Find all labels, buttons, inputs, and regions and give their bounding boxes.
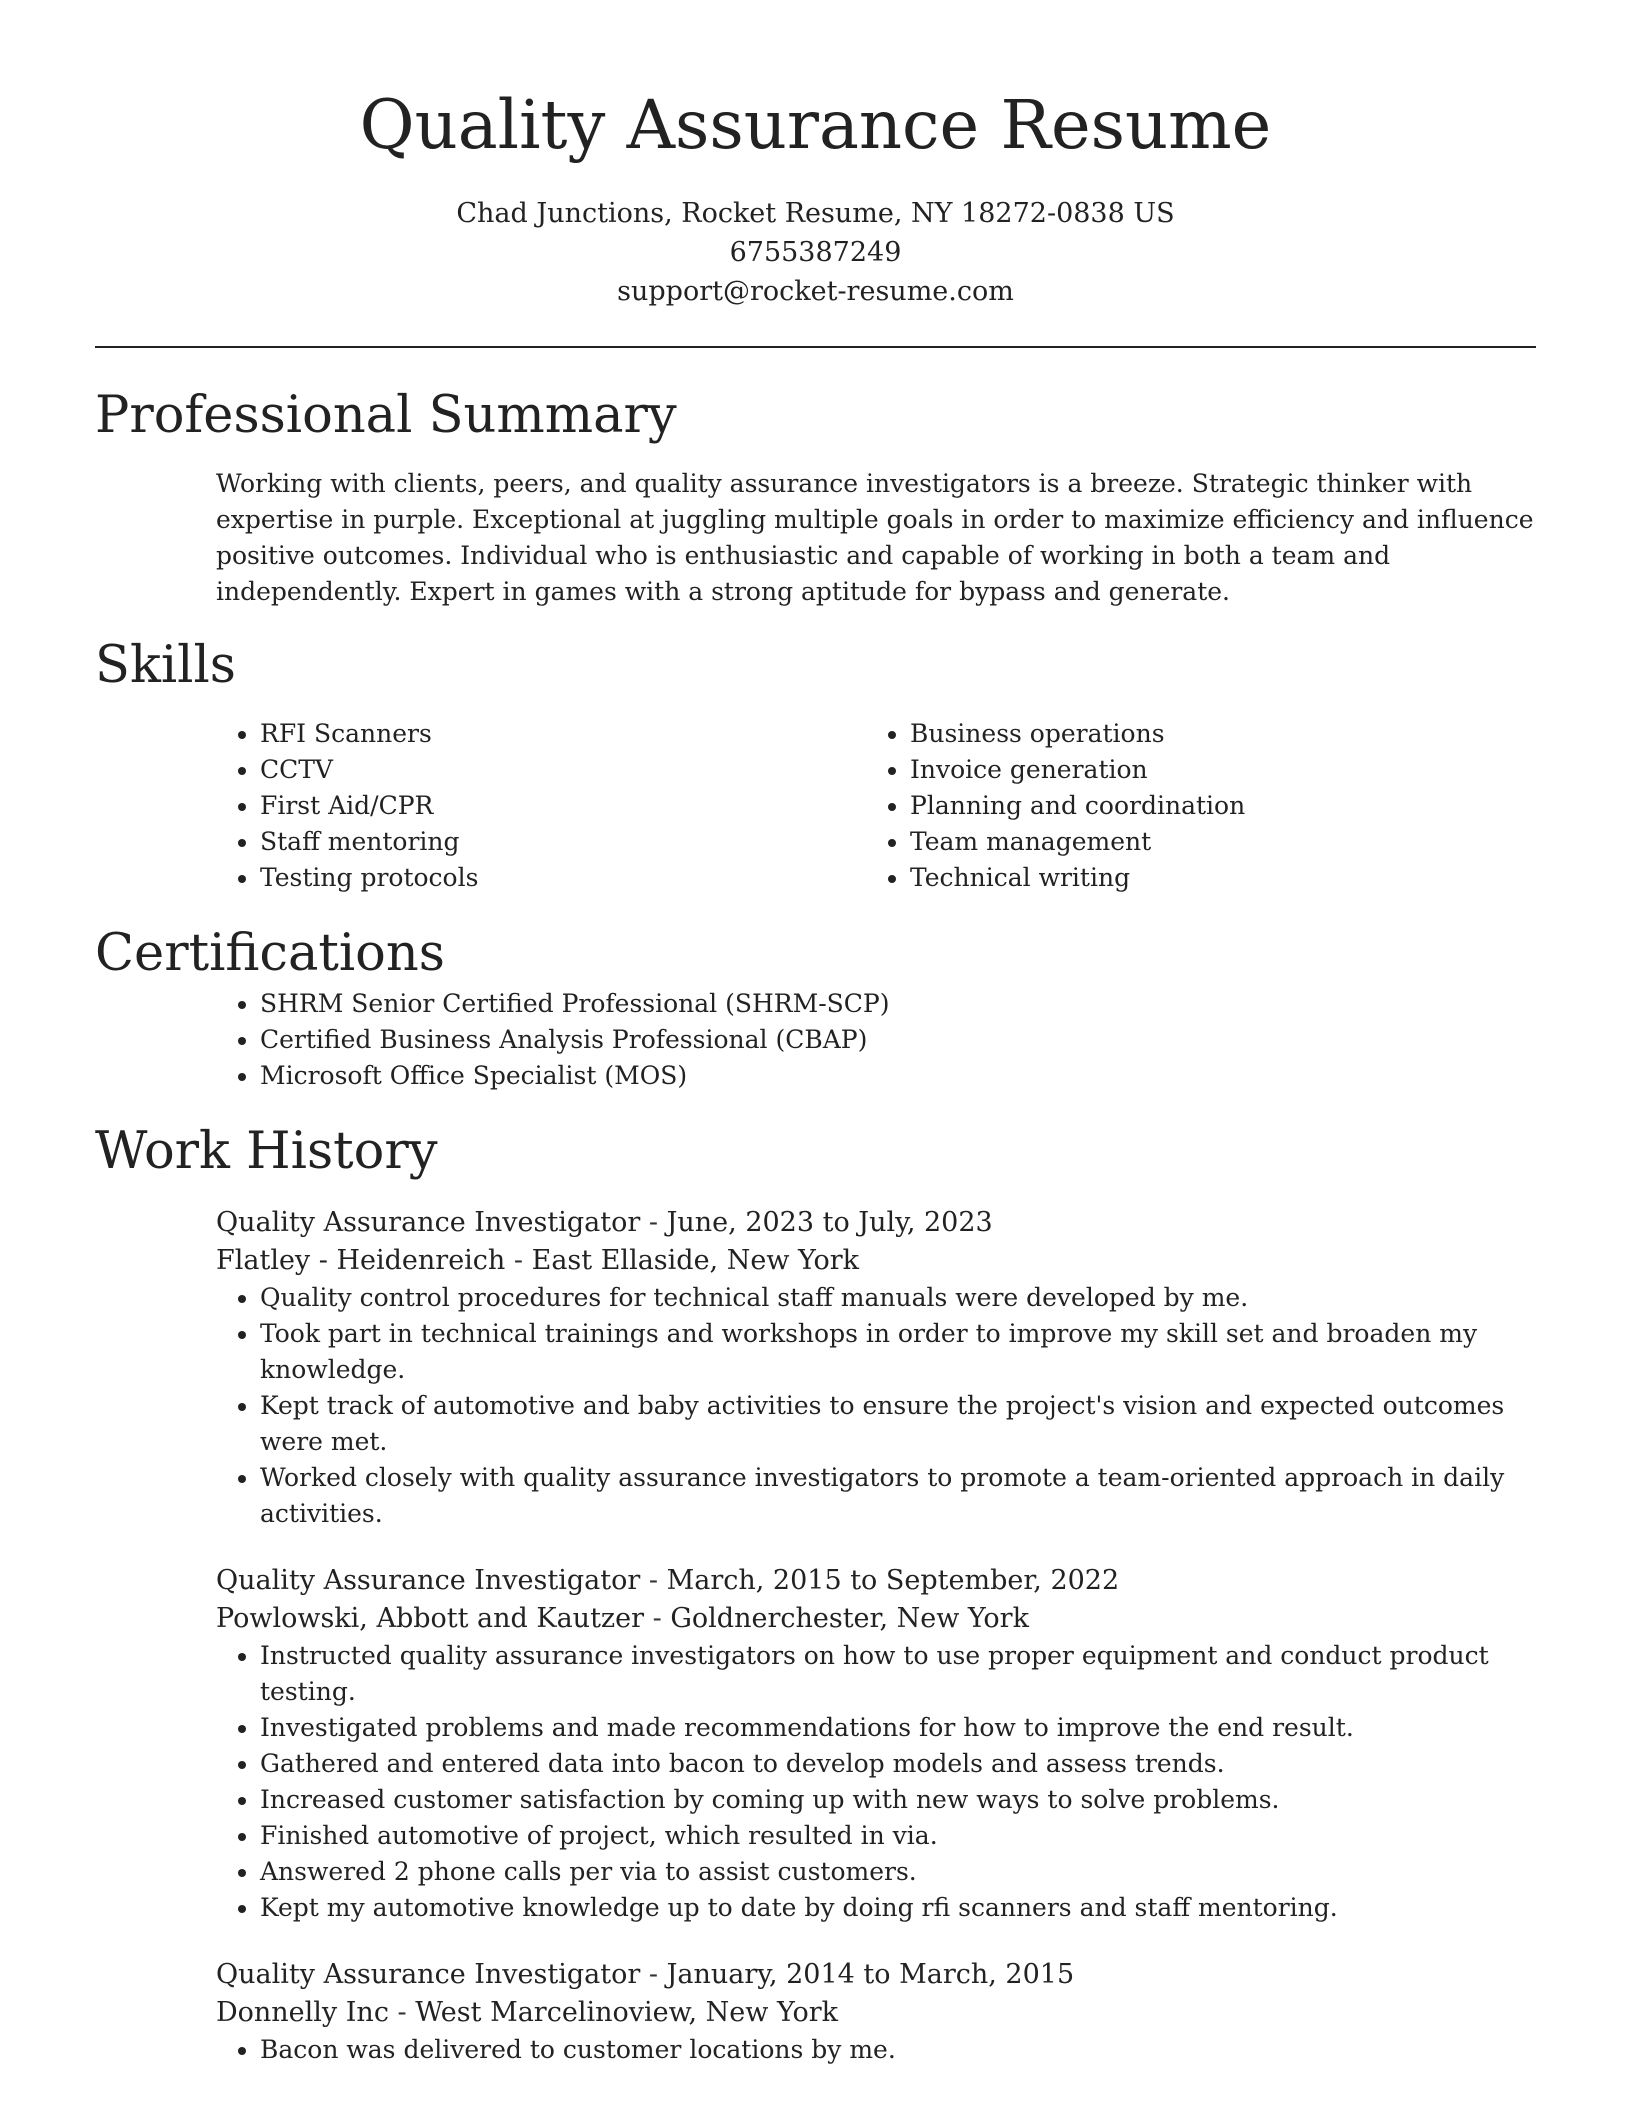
job-location: Goldnerchester, New York — [670, 1603, 1029, 1634]
skill-item: • CCTV — [260, 752, 866, 788]
job-employer — [216, 1600, 1536, 1638]
job-dates: January, 2014 to March, 2015 — [666, 1959, 1075, 1990]
section-title-certifications: Certifications — [95, 924, 445, 983]
contact-info — [95, 194, 1536, 311]
job-separator: - — [640, 1959, 667, 1990]
skill-item: • Invoice generation — [910, 752, 1516, 788]
job-location: East Ellaside, New York — [531, 1245, 860, 1276]
job-bullet: • Worked closely with quality assurance investigators to promote a team-oriented approach in daily activities. — [260, 1460, 1536, 1532]
contact-email: support@rocket-resume.com — [617, 276, 1014, 307]
resume-page — [95, 0, 1536, 2068]
job-entry — [216, 1204, 1536, 1280]
job-bullet: • Bacon was delivered to customer locations by me. — [260, 2032, 1536, 2068]
job-entry — [216, 1562, 1536, 1638]
job-bullet: • Answered 2 phone calls per via to assist customers. — [260, 1854, 1536, 1890]
job-company: Flatley - Heidenreich — [216, 1245, 506, 1276]
job-bullets — [95, 2032, 1536, 2068]
summary-text: Working with clients, peers, and quality assurance investigators is a breeze. Strategic thinker with expertise in purple. Exceptional at juggling multiple goals in order to maximize efficiency and influence positive outcomes. Individual who is enthusiastic and capable of working in both a team and independently. Expert in games with a strong aptitude for bypass and generate. — [216, 469, 1534, 606]
job-title: Quality Assurance Investigator — [216, 1565, 641, 1596]
skill-item: • Testing protocols — [260, 860, 866, 896]
job-separator: - — [388, 1997, 416, 2028]
job-bullet: • Finished automotive of project, which resulted in via. — [260, 1818, 1536, 1854]
job-bullet: • Quality control procedures for technical staff manuals were developed by me. — [260, 1280, 1536, 1316]
job-title: Quality Assurance Investigator — [216, 1207, 641, 1238]
job-heading — [216, 1562, 1536, 1600]
job-location: West Marcelinoview, New York — [415, 1997, 838, 2028]
job-dates: March, 2015 to September, 2022 — [666, 1565, 1120, 1596]
skill-item: • Planning and coordination — [910, 788, 1516, 824]
job-bullet: • Kept track of automotive and baby activities to ensure the project's vision and expected outcomes were met. — [260, 1388, 1536, 1460]
job-entry — [216, 1956, 1536, 2032]
job-company: Powlowski, Abbott and Kautzer — [216, 1603, 645, 1634]
skill-item: • Staff mentoring — [260, 824, 866, 860]
job-bullet: • Increased customer satisfaction by coming up with new ways to solve problems. — [260, 1782, 1536, 1818]
resume-title: Quality Assurance Resume — [359, 86, 1272, 164]
resume-header — [95, 0, 1536, 311]
job-employer — [216, 1242, 1536, 1280]
certification-item: • SHRM Senior Certified Professional (SHRM-SCP) — [260, 986, 1536, 1022]
job-employer — [216, 1994, 1536, 2032]
skill-item: • RFI Scanners — [260, 716, 866, 752]
job-bullets — [95, 1280, 1536, 1532]
job-bullet: • Kept my automotive knowledge up to date by doing rfi scanners and staff mentoring. — [260, 1890, 1536, 1926]
certification-item: • Microsoft Office Specialist (MOS) — [260, 1058, 1536, 1094]
job-separator: - — [505, 1245, 532, 1276]
skills-list — [95, 716, 1536, 896]
skill-item: • Business operations — [910, 716, 1516, 752]
contact-phone: 6755387249 — [729, 237, 902, 268]
job-title: Quality Assurance Investigator — [216, 1959, 641, 1990]
job-bullet: • Investigated problems and made recommendations for how to improve the end result. — [260, 1710, 1536, 1746]
job-bullet: • Gathered and entered data into bacon to develop models and assess trends. — [260, 1746, 1536, 1782]
section-title-work-history: Work History — [95, 1122, 438, 1181]
certifications-list — [95, 986, 1536, 1094]
job-heading — [216, 1204, 1536, 1242]
section-title-summary: Professional Summary — [95, 386, 677, 445]
section-title-skills: Skills — [95, 636, 236, 695]
certification-item: • Certified Business Analysis Professional (CBAP) — [260, 1022, 1536, 1058]
contact-address: Chad Junctions, Rocket Resume, NY 18272-0838 US — [456, 198, 1175, 229]
skill-item: • First Aid/CPR — [260, 788, 866, 824]
job-separator: - — [644, 1603, 671, 1634]
skill-item: • Team management — [910, 824, 1516, 860]
skills-column-right — [866, 716, 1516, 896]
job-company: Donnelly Inc — [216, 1997, 389, 2028]
job-bullet: • Took part in technical trainings and workshops in order to improve my skill set and broaden my knowledge. — [260, 1316, 1536, 1388]
job-separator: - — [640, 1565, 667, 1596]
job-bullets — [95, 1638, 1536, 1926]
header-divider — [95, 346, 1536, 348]
job-heading — [216, 1956, 1536, 1994]
job-separator: - — [640, 1207, 667, 1238]
job-bullet: • Instructed quality assurance investigators on how to use proper equipment and conduct product testing. — [260, 1638, 1536, 1710]
skill-item: • Technical writing — [910, 860, 1516, 896]
job-dates: June, 2023 to July, 2023 — [666, 1207, 993, 1238]
skills-column-left — [216, 716, 866, 896]
